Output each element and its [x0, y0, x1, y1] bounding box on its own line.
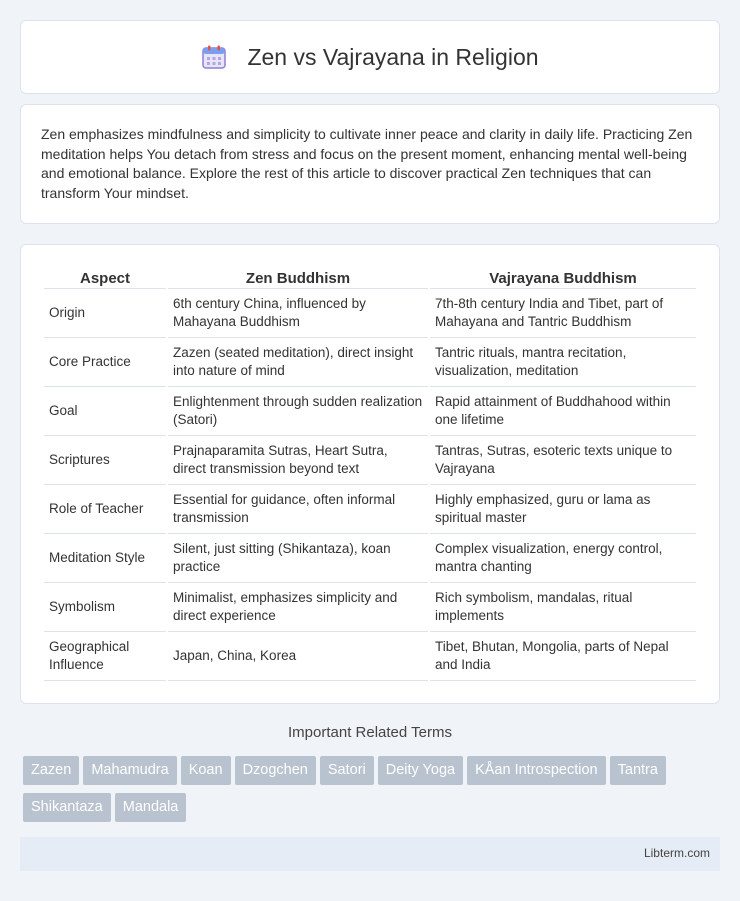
related-term-tag[interactable]: Dzogchen	[235, 756, 316, 785]
intro-text: Zen emphasizes mindfulness and simplicity to cultivate inner peace and clarity in daily life. Practicing Zen meditation helps You detach from stress and focus on the present moment, enhancing mental well-being and emotional balance. Explore the rest of this article to discover practical Zen techniques that can transform Your mindset.	[41, 126, 693, 201]
footer	[20, 837, 720, 871]
comparison-card	[20, 244, 720, 704]
table-cell: Geographical Influence	[44, 632, 166, 681]
calendar-icon	[201, 44, 227, 70]
table-cell: Essential for guidance, often informal transmission	[168, 485, 428, 534]
table-cell: Scriptures	[44, 436, 166, 485]
table-row	[44, 436, 696, 485]
table-cell: Minimalist, emphasizes simplicity and direct experience	[168, 583, 428, 632]
related-term-tag[interactable]: Deity Yoga	[378, 756, 463, 785]
table-cell: Role of Teacher	[44, 485, 166, 534]
table-cell: Goal	[44, 387, 166, 436]
related-term-tag[interactable]: Shikantaza	[23, 793, 111, 822]
related-term-tag[interactable]: Mahamudra	[83, 756, 176, 785]
table-row	[44, 632, 696, 681]
intro-card	[20, 104, 720, 224]
table-cell: Symbolism	[44, 583, 166, 632]
column-header: Zen Buddhism	[168, 265, 428, 289]
table-cell: Japan, China, Korea	[168, 632, 428, 681]
related-term-tag[interactable]: Tantra	[610, 756, 666, 785]
table-cell: Prajnaparamita Sutras, Heart Sutra, direct transmission beyond text	[168, 436, 428, 485]
table-cell: Highly emphasized, guru or lama as spiritual master	[430, 485, 696, 534]
table-cell: Rapid attainment of Buddhahood within one lifetime	[430, 387, 696, 436]
footer-link[interactable]: Libterm.com	[643, 846, 710, 860]
column-header: Aspect	[44, 265, 166, 289]
table-row	[44, 289, 696, 338]
table-cell: Silent, just sitting (Shikantaza), koan practice	[168, 534, 428, 583]
table-cell: Tibet, Bhutan, Mongolia, parts of Nepal and India	[430, 632, 696, 681]
table-cell: Rich symbolism, mandalas, ritual implements	[430, 583, 696, 632]
table-row	[44, 583, 696, 632]
related-term-tag[interactable]: Koan	[181, 756, 231, 785]
related-term-tag[interactable]: KÅan Introspection	[467, 756, 606, 785]
related-tags	[23, 756, 723, 830]
table-row	[44, 338, 696, 387]
page-title: Zen vs Vajrayana in Religion	[247, 43, 539, 70]
table-row	[44, 534, 696, 583]
table-cell: Complex visualization, energy control, mantra chanting	[430, 534, 696, 583]
related-term-tag[interactable]: Zazen	[23, 756, 79, 785]
table-cell: Zazen (seated meditation), direct insight into nature of mind	[168, 338, 428, 387]
related-term-tag[interactable]: Mandala	[115, 793, 187, 822]
table-row	[44, 485, 696, 534]
table-cell: Origin	[44, 289, 166, 338]
table-cell: 6th century China, influenced by Mahayana Buddhism	[168, 289, 428, 338]
comparison-table	[42, 265, 698, 681]
column-header: Vajrayana Buddhism	[430, 265, 696, 289]
table-row	[44, 387, 696, 436]
table-cell: Tantras, Sutras, esoteric texts unique to Vajrayana	[430, 436, 696, 485]
table-header-row	[44, 265, 696, 289]
related-terms-title: Important Related Terms	[288, 724, 452, 741]
table-cell: Enlightenment through sudden realization (Satori)	[168, 387, 428, 436]
title-card	[20, 20, 720, 94]
table-cell: Tantric rituals, mantra recitation, visualization, meditation	[430, 338, 696, 387]
related-term-tag[interactable]: Satori	[320, 756, 374, 785]
table-cell: Meditation Style	[44, 534, 166, 583]
table-cell: Core Practice	[44, 338, 166, 387]
table-cell: 7th-8th century India and Tibet, part of Mahayana and Tantric Buddhism	[430, 289, 696, 338]
